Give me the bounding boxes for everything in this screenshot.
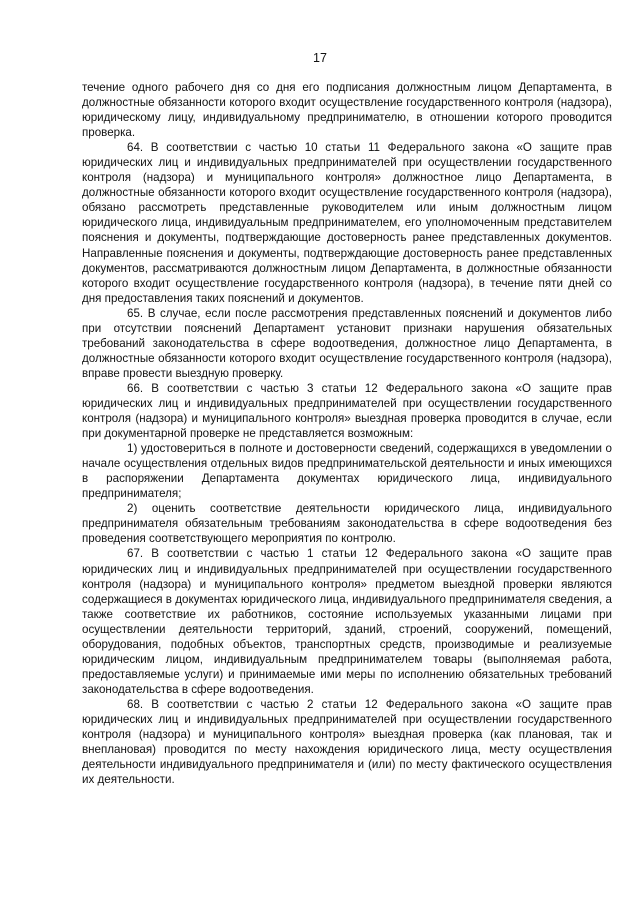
paragraph-66-item-1: 1) удостовериться в полноте и достоверности сведений, содержащихся в уведомлении о начале осуществления отдельных видов предпринимательской деятельности и иных имеющихся в распоряжении Департамента документах юридического лица, индивидуального предпринимателя;: [82, 442, 612, 501]
paragraph-66: 66. В соответствии с частью 3 статьи 12 Федерального закона «О защите прав юридических лиц и индивидуальных предпринимателей при осуществлении государственного контроля (надзора) и муниципального контроля» выездная проверка проводится в случае, если при документарной проверке не представляется возможным:: [82, 381, 612, 441]
paragraph-67: 67. В соответствии с частью 1 статьи 12 Федерального закона «О защите прав юридических лиц и индивидуальных предпринимателей при осуществлении государственного контроля (надзора) и муниципального контроля» предметом выездной проверки являются содержащиеся в документах юридического лица, индивидуального предпринимателя сведения, а также соответствие их работников, состояние используемых указанными лицами при осуществлении деятельности территорий, зданий, строений, сооружений, помещений, оборудования, подобных объектов, транспортных средств, производимые и реализуемые юридическим лицом, индивидуальным предпринимателем товары (выполняемая работа, предоставляемые услуги) и принимаемые ими меры по исполнению обязательных требований законодательства в сфере водоотведения.: [82, 547, 612, 696]
page-number: 17: [313, 51, 327, 65]
paragraph-64: 64. В соответствии с частью 10 статьи 11 Федерального закона «О защите прав юридических лиц и индивидуальных предпринимателей при осуществлении государственного контроля (надзора) и муниципального контроля» должностное лицо Департамента, в должностные обязанности которого входит осуществление государственного контроля (надзора), обязано рассмотреть представленные руководителем или иным должностным лицом юридического лица, индивидуальным предпринимателем, его уполномоченным представителем пояснения и документы, подтверждающие достоверность ранее представленных документов. Направленные пояснения и документы, подтверждающие достоверность ранее представленных документов, рассматриваются должностным лицом Департамента, в должностные обязанности которого входит осуществление государственного контроля (надзора), в течение пяти дней со дня предоставления таких пояснений и документов.: [82, 141, 612, 305]
paragraph-continuation: течение одного рабочего дня со дня его подписания должностным лицом Департамента, в должностные обязанности которого входит осуществление государственного контроля (надзора), юридическому лицу, индивидуальному предпринимателю, в отношении которого проводится проверка.: [82, 81, 612, 140]
document-body: [82, 80, 612, 787]
paragraph-68: 68. В соответствии с частью 2 статьи 12 Федерального закона «О защите прав юридических лиц и индивидуальных предпринимателей при осуществлении государственного контроля (надзора) и муниципального контроля» выездная проверка (как плановая, так и внеплановая) проводится по месту нахождения юридического лица, месту осуществления деятельности индивидуального предпринимателя и (или) по месту фактического осуществления их деятельности.: [82, 697, 612, 787]
paragraph-66-item-2: 2) оценить соответствие деятельности юридического лица, индивидуального предпринимателя обязательным требованиям законодательства в сфере водоотведения без проведения соответствующего мероприятия по контролю.: [82, 502, 612, 546]
paragraph-65: 65. В случае, если после рассмотрения представленных пояснений и документов либо при отсутствии пояснений Департамент установит признаки нарушения обязательных требований законодательства в сфере водоотведения, должностное лицо Департамента, в должностные обязанности которого входит осуществление государственного контроля (надзора), вправе провести выездную проверку.: [82, 306, 612, 380]
